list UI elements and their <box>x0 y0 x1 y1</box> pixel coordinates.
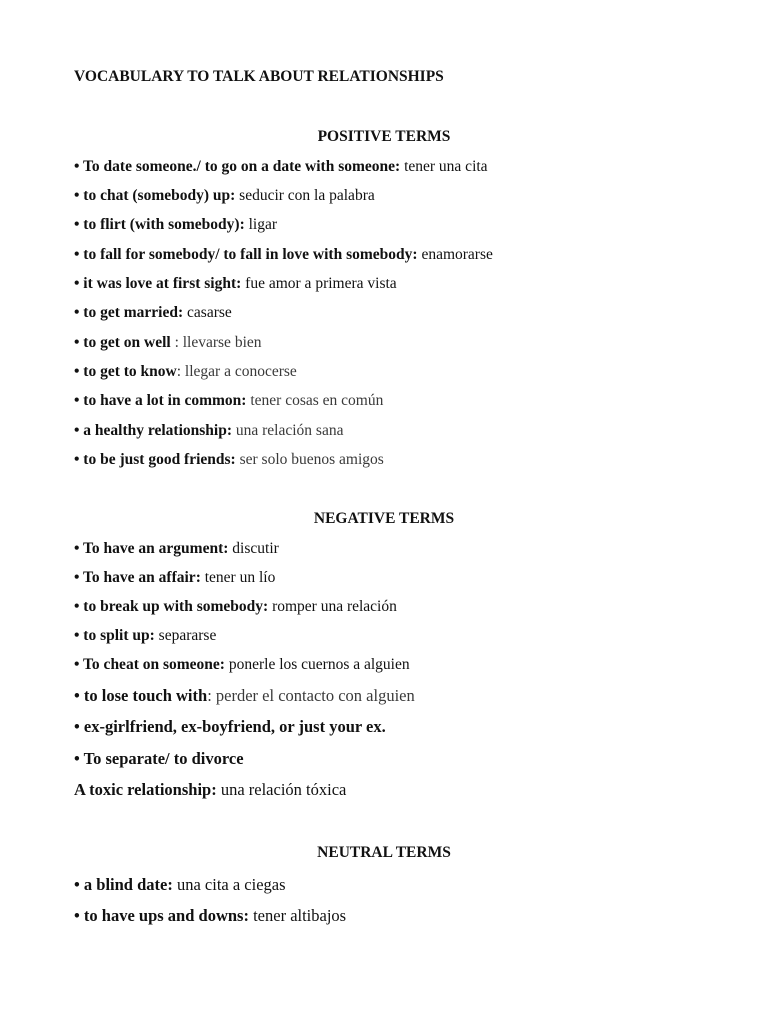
list-item: A toxic relationship: una relación tóxica <box>74 780 347 799</box>
list-item: • to have ups and downs: tener altibajos <box>74 906 347 925</box>
list-item: • To separate/ to divorce <box>74 749 244 768</box>
negative-terms-heading: NEGATIVE TERMS <box>313 510 455 527</box>
list-item: • To have an argument: discutir <box>74 540 279 557</box>
list-item: • a blind date: una cita a ciegas <box>74 875 286 894</box>
list-item: • to have a lot in common: tener cosas en común <box>74 392 384 409</box>
list-item: • To have an affair: tener un lío <box>74 569 276 586</box>
neutral-terms-heading: NEUTRAL TERMS <box>317 844 451 861</box>
positive-terms-heading: POSITIVE TERMS <box>317 128 451 145</box>
list-item: • to be just good friends: ser solo buenos amigos <box>74 451 384 468</box>
list-item: • to lose touch with: perder el contacto con alguien <box>74 686 415 705</box>
list-item: • a healthy relationship: una relación sana <box>74 422 344 439</box>
list-item: • to get married: casarse <box>74 304 232 321</box>
list-item: • to get to know: llegar a conocerse <box>74 363 297 380</box>
list-item: • To date someone./ to go on a date with someone: tener una cita <box>74 158 488 175</box>
list-item: • to split up: separarse <box>74 627 217 644</box>
document-title: VOCABULARY TO TALK ABOUT RELATIONSHIPS <box>74 68 444 85</box>
list-item: • ex-girlfriend, ex-boyfriend, or just your ex. <box>74 717 386 736</box>
list-item: • to flirt (with somebody): ligar <box>74 216 278 233</box>
list-item: • it was love at first sight: fue amor a primera vista <box>74 275 397 292</box>
list-item: • to fall for somebody/ to fall in love with somebody: enamorarse <box>74 246 493 263</box>
list-item: • to get on well : llevarse bien <box>74 334 262 351</box>
list-item: • To cheat on someone: ponerle los cuernos a alguien <box>74 656 410 673</box>
list-item: • to break up with somebody: romper una relación <box>74 598 397 615</box>
list-item: • to chat (somebody) up: seducir con la palabra <box>74 187 375 204</box>
